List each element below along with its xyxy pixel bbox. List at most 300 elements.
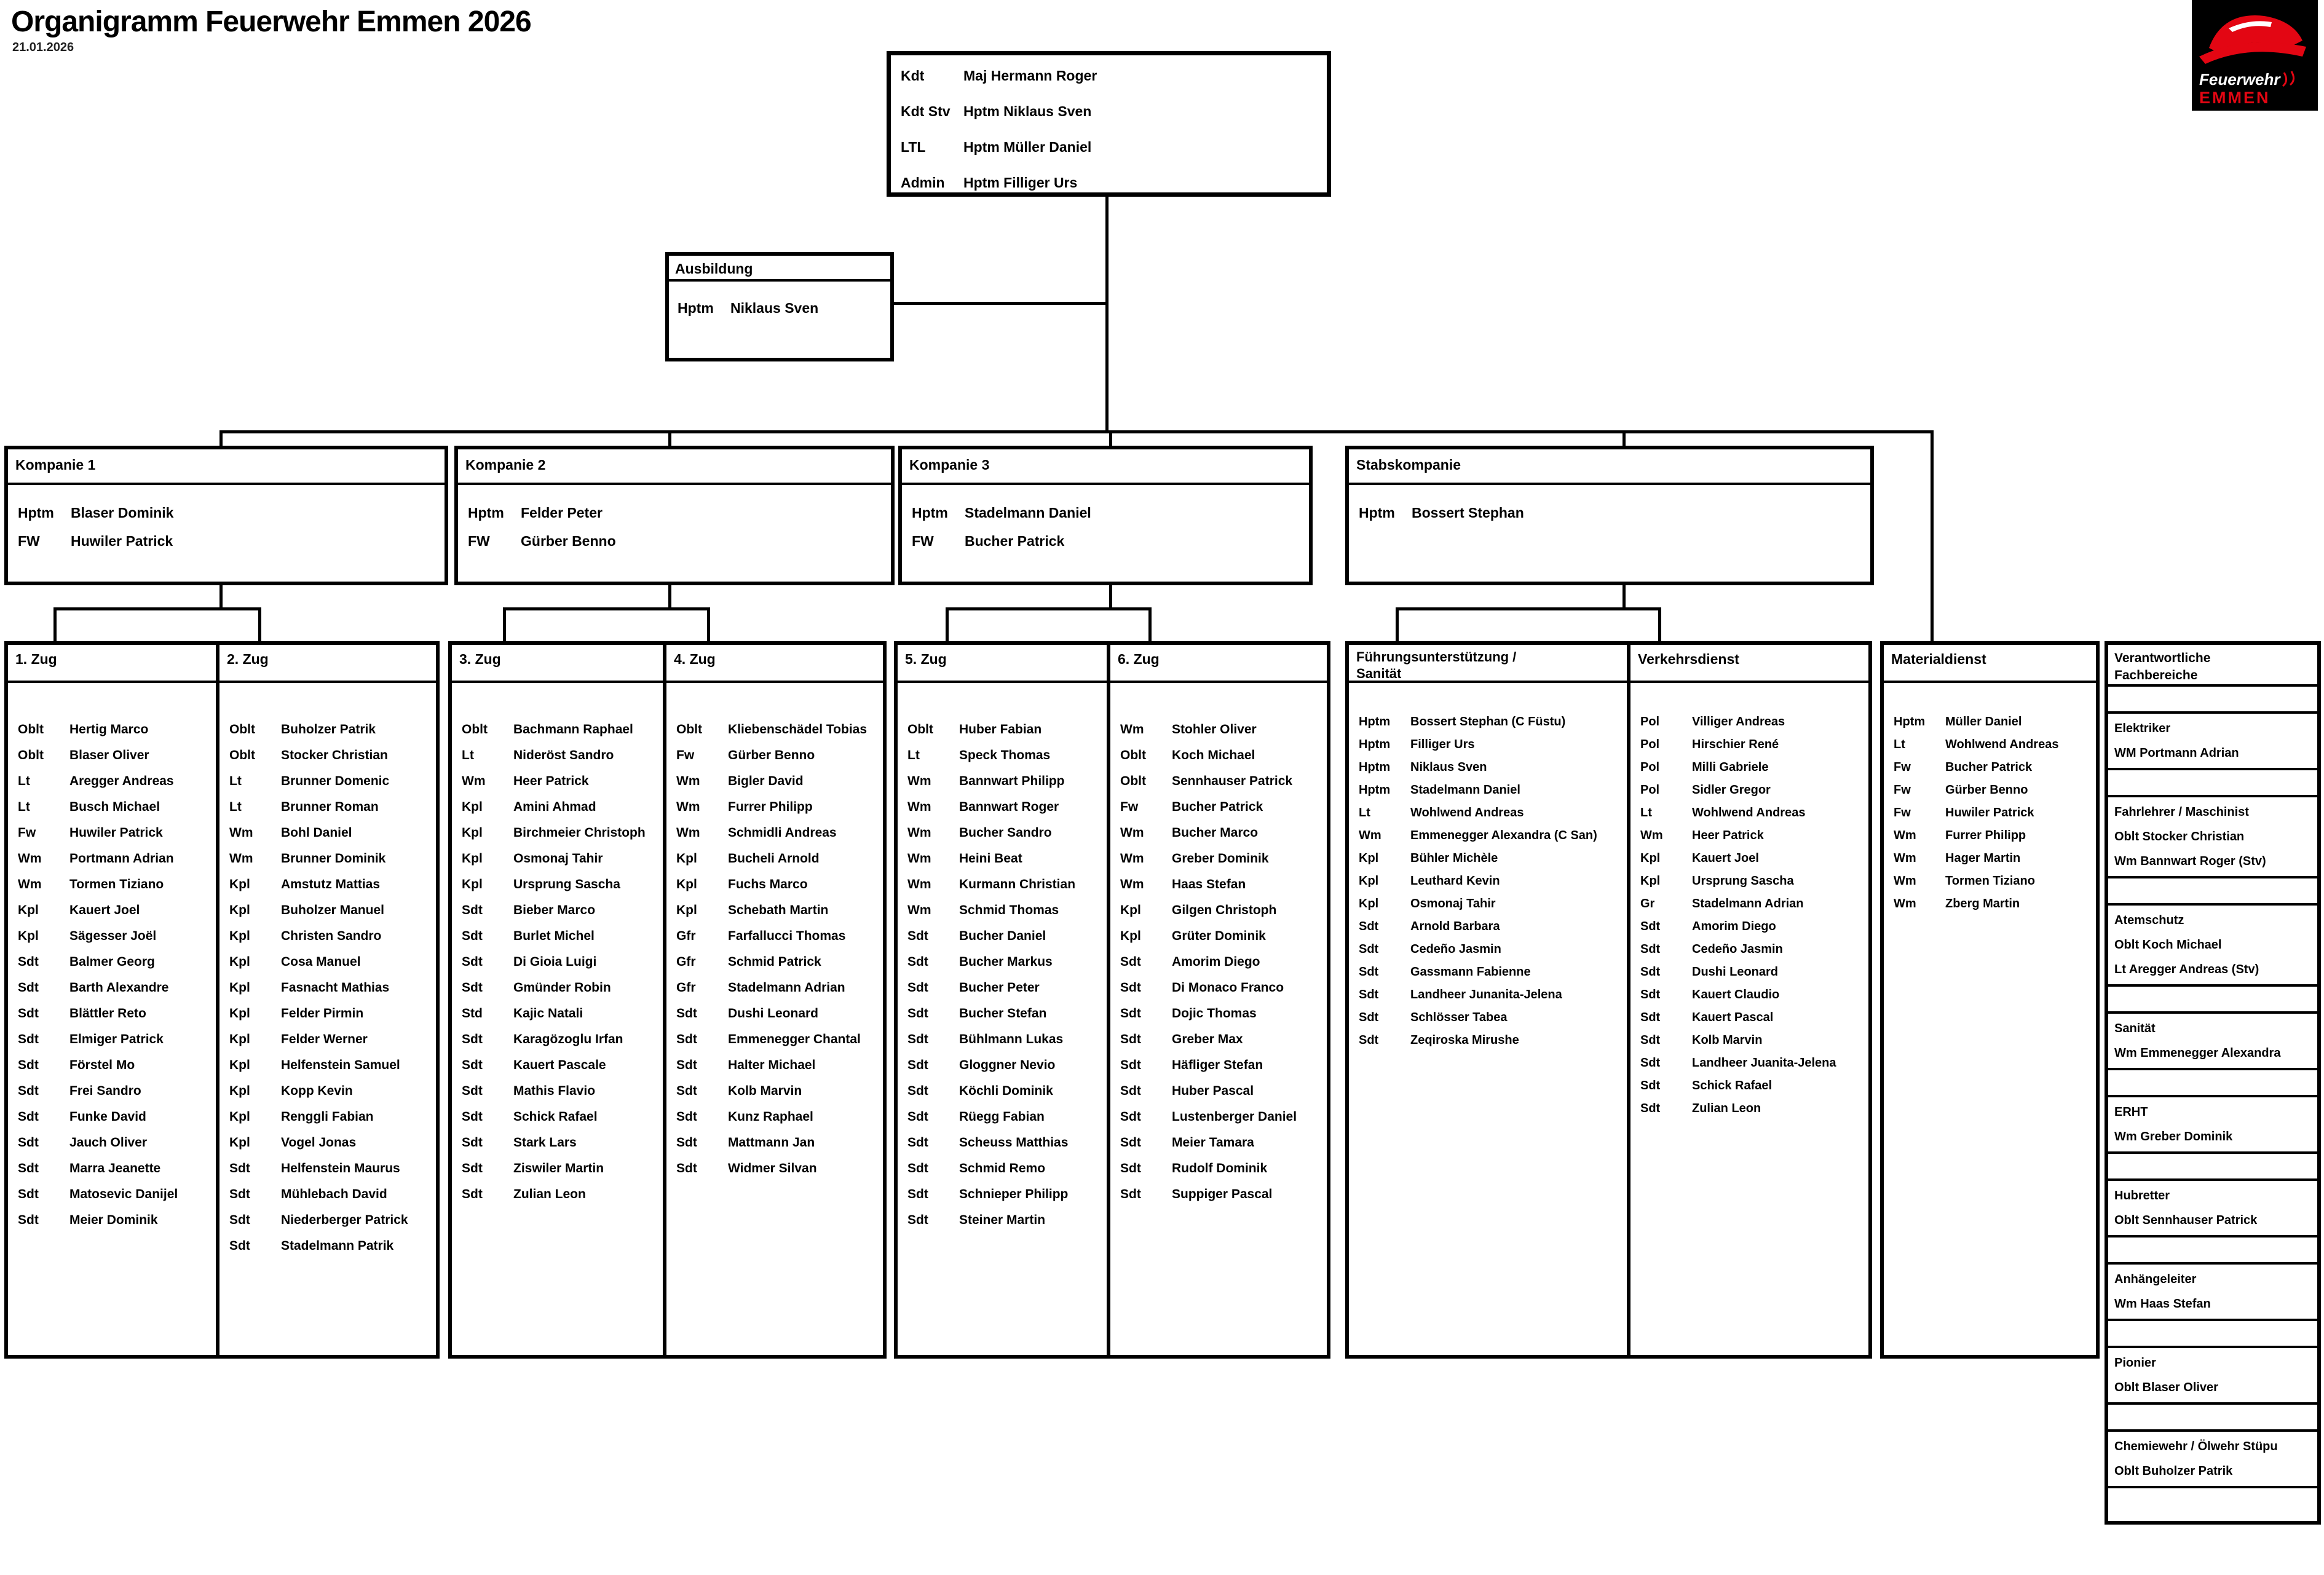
member-row xyxy=(229,1187,436,1213)
member-row xyxy=(18,800,216,826)
member-rank: Sdt xyxy=(18,1110,39,1124)
member-name: Blättler Reto xyxy=(69,1006,146,1020)
member-name: Funke David xyxy=(69,1110,146,1124)
member-row xyxy=(462,929,663,955)
member-rank: Kpl xyxy=(229,929,250,943)
member-name: Wohlwend Andreas xyxy=(1692,806,1806,819)
member-name: Suppiger Pascal xyxy=(1172,1187,1273,1201)
member-rank: Fw xyxy=(1120,800,1139,814)
member-rank: Kpl xyxy=(462,826,483,840)
member-row xyxy=(676,800,883,826)
member-row xyxy=(1359,1033,1627,1056)
member-name: Cedeño Jasmin xyxy=(1692,942,1783,956)
fachbereich-section xyxy=(2108,1181,2317,1238)
member-name: Helfenstein Samuel xyxy=(281,1058,400,1072)
fachbereich-title: Elektriker xyxy=(2114,722,2171,735)
member-name: Filliger Urs xyxy=(1410,738,1475,751)
member-rank: Kpl xyxy=(229,1058,250,1072)
member-rank: Wm xyxy=(907,774,931,788)
member-rank: Sdt xyxy=(907,1006,928,1020)
member-rank: Wm xyxy=(1894,897,1916,910)
member-row xyxy=(1894,738,2096,760)
connector-k3-drop-zug5 xyxy=(946,609,949,642)
fachbereiche-sections xyxy=(2108,687,2317,1488)
member-name: Stohler Oliver xyxy=(1172,722,1257,736)
fachbereich-members xyxy=(2114,1124,2311,1149)
member-row xyxy=(1359,829,1627,851)
member-rank: Oblt xyxy=(18,722,44,736)
member-row xyxy=(229,903,436,929)
member-rank: Kpl xyxy=(1359,897,1379,910)
connector-kdt-vertical xyxy=(1105,195,1109,432)
member-rank: Wm xyxy=(18,877,42,891)
member-rank: Sdt xyxy=(907,1135,928,1150)
member-rank: Sdt xyxy=(1640,965,1661,979)
member-rank: Sdt xyxy=(907,1110,928,1124)
member-row xyxy=(1120,774,1327,800)
member-name: Balmer Georg xyxy=(69,955,155,969)
member-name: Kliebenschädel Tobias xyxy=(728,722,868,736)
member-rank: Sdt xyxy=(18,1213,39,1227)
member-name: Villiger Andreas xyxy=(1692,715,1785,728)
stabskompanie-title: Stabskompanie xyxy=(1349,449,1870,485)
member-rank: Sdt xyxy=(462,1110,483,1124)
connector-k3-stem xyxy=(1109,584,1112,610)
member-rank: Sdt xyxy=(907,1032,928,1046)
member-row xyxy=(1640,1102,1868,1124)
member-name: Cedeño Jasmin xyxy=(1410,942,1501,956)
member-rank: Kpl xyxy=(462,800,483,814)
kompanie-rank: Hptm xyxy=(912,505,948,521)
member-row xyxy=(676,774,883,800)
member-row xyxy=(18,1058,216,1084)
member-name: Huwiler Patrick xyxy=(1945,806,2034,819)
member-name: Heer Patrick xyxy=(513,774,589,788)
member-rank: Lt xyxy=(462,748,474,762)
member-row xyxy=(1359,988,1627,1011)
member-rank: Kpl xyxy=(229,1006,250,1020)
member-name: Bohl Daniel xyxy=(281,826,352,840)
zug2-members xyxy=(219,683,436,1265)
member-row xyxy=(1359,715,1627,738)
fachbereich-member: Wm Greber Dominik xyxy=(2114,1130,2233,1143)
member-row xyxy=(18,955,216,981)
member-row xyxy=(1120,1161,1327,1187)
zug5-title: 5. Zug xyxy=(898,645,1107,683)
member-row xyxy=(907,800,1107,826)
kommando-box xyxy=(887,51,1331,197)
logo-feuerwehr-text: Feuerwehr xyxy=(2199,70,2280,89)
member-row xyxy=(229,1006,436,1032)
member-row xyxy=(18,981,216,1006)
member-name: Bucher Marco xyxy=(1172,826,1259,840)
member-name: Burlet Michel xyxy=(513,929,595,943)
fachbereich-members xyxy=(2114,1208,2311,1233)
kommando-row xyxy=(901,139,1327,175)
member-rank: Kpl xyxy=(229,903,250,917)
member-name: Amorim Diego xyxy=(1692,920,1776,933)
member-name: Kauert Joel xyxy=(1692,851,1759,865)
member-rank: Kpl xyxy=(1359,874,1379,888)
member-row xyxy=(907,1135,1107,1161)
member-rank: Kpl xyxy=(18,903,39,917)
member-row xyxy=(229,1032,436,1058)
member-row xyxy=(229,722,436,748)
member-rank: Sdt xyxy=(676,1110,697,1124)
member-row xyxy=(1120,1032,1327,1058)
member-row xyxy=(462,1084,663,1110)
member-rank: Sdt xyxy=(1120,1187,1141,1201)
kommando-role-label: Admin xyxy=(901,175,945,191)
member-name: Di Gioia Luigi xyxy=(513,955,597,969)
member-row xyxy=(18,722,216,748)
member-rank: Sdt xyxy=(907,1187,928,1201)
member-row xyxy=(229,1084,436,1110)
member-name: Ursprung Sascha xyxy=(1692,874,1794,888)
member-name: Mathis Flavio xyxy=(513,1084,596,1098)
member-row xyxy=(229,1213,436,1239)
member-row xyxy=(1120,748,1327,774)
kompanie-name: Felder Peter xyxy=(521,505,603,521)
member-name: Milli Gabriele xyxy=(1692,760,1769,774)
member-rank: Sdt xyxy=(1359,920,1379,933)
member-row xyxy=(676,955,883,981)
member-rank: Sdt xyxy=(907,1161,928,1175)
kompanie2-title: Kompanie 2 xyxy=(458,449,891,485)
kompanie-name: Blaser Dominik xyxy=(71,505,174,521)
member-rank: Sdt xyxy=(1120,1135,1141,1150)
member-name: Amini Ahmad xyxy=(513,800,596,814)
member-row xyxy=(462,748,663,774)
member-name: Brunner Roman xyxy=(281,800,379,814)
member-name: Frei Sandro xyxy=(69,1084,141,1098)
member-name: Kolb Marvin xyxy=(1692,1033,1763,1047)
member-row xyxy=(229,955,436,981)
member-name: Osmonaj Tahir xyxy=(513,851,603,866)
member-rank: Kpl xyxy=(1640,851,1661,865)
member-name: Tormen Tiziano xyxy=(1945,874,2035,888)
kommando-row xyxy=(901,103,1327,139)
kompanie-name: Bossert Stephan xyxy=(1412,505,1524,521)
member-name: Gmünder Robin xyxy=(513,981,611,995)
fachbereich-section xyxy=(2108,1348,2317,1405)
member-rank: Oblt xyxy=(676,722,702,736)
member-row xyxy=(1640,1056,1868,1079)
zug3-box xyxy=(448,641,666,1359)
zug6-members xyxy=(1110,683,1327,1213)
member-row xyxy=(1359,897,1627,920)
member-name: Bieber Marco xyxy=(513,903,596,917)
member-name: Vogel Jonas xyxy=(281,1135,357,1150)
member-row xyxy=(1120,722,1327,748)
member-rank: Oblt xyxy=(229,722,255,736)
member-name: Heini Beat xyxy=(959,851,1022,866)
member-name: Stadelmann Patrik xyxy=(281,1239,394,1253)
fachbereiche-title xyxy=(2108,645,2317,687)
member-rank: Sdt xyxy=(462,1058,483,1072)
member-rank: Sdt xyxy=(18,1161,39,1175)
member-row xyxy=(1120,877,1327,903)
member-name: Mattmann Jan xyxy=(728,1135,815,1150)
member-rank: Sdt xyxy=(676,1161,697,1175)
member-name: Greber Max xyxy=(1172,1032,1243,1046)
member-rank: Kpl xyxy=(1640,874,1661,888)
member-name: Schebath Martin xyxy=(728,903,829,917)
kompanie-rank: FW xyxy=(912,533,934,549)
member-rank: Sdt xyxy=(1120,955,1141,969)
member-row xyxy=(907,722,1107,748)
member-name: Sidler Gregor xyxy=(1692,783,1771,797)
member-name: Widmer Silvan xyxy=(728,1161,817,1175)
member-rank: Gr xyxy=(1640,897,1655,910)
fachbereich-members xyxy=(2114,933,2311,982)
kompanie-name: Gürber Benno xyxy=(521,533,616,549)
member-name: Landheer Junanita-Jelena xyxy=(1410,988,1562,1001)
kompanie-row xyxy=(1359,505,1870,533)
member-rank: Lt xyxy=(18,774,30,788)
member-rank: Sdt xyxy=(1359,965,1379,979)
fachbereich-member: Oblt Buholzer Patrik xyxy=(2114,1464,2233,1478)
connector-k2-drop-zug4 xyxy=(707,609,710,642)
member-rank: Lt xyxy=(229,800,242,814)
member-row xyxy=(462,1187,663,1213)
member-rank: Oblt xyxy=(1120,748,1146,762)
member-row xyxy=(18,1006,216,1032)
member-rank: Hptm xyxy=(1894,715,1926,728)
zug6-box xyxy=(1110,641,1330,1359)
member-rank: Kpl xyxy=(229,981,250,995)
kompanie-rank: Hptm xyxy=(468,505,504,521)
member-row xyxy=(462,774,663,800)
member-row xyxy=(1640,965,1868,988)
member-name: Fasnacht Mathias xyxy=(281,981,390,995)
member-rank: Kpl xyxy=(462,877,483,891)
member-name: Osmonaj Tahir xyxy=(1410,897,1496,910)
member-name: Kauert Pascale xyxy=(513,1058,606,1072)
member-rank: Sdt xyxy=(1359,1011,1379,1024)
fachbereich-member: Oblt Stocker Christian xyxy=(2114,830,2245,843)
member-name: Gloggner Nevio xyxy=(959,1058,1056,1072)
member-row xyxy=(18,748,216,774)
member-name: Schick Rafael xyxy=(1692,1079,1773,1092)
member-name: Gürber Benno xyxy=(1945,783,2028,797)
member-rank: Fw xyxy=(18,826,36,840)
member-name: Kunz Raphael xyxy=(728,1110,813,1124)
fachbereich-separator xyxy=(2108,770,2317,797)
member-name: Hertig Marco xyxy=(69,722,149,736)
member-row xyxy=(1120,981,1327,1006)
fachbereich-section xyxy=(2108,906,2317,987)
kommando-person-name: Hptm Müller Daniel xyxy=(963,139,1092,155)
member-row xyxy=(18,903,216,929)
kompanie-row xyxy=(18,505,445,533)
member-name: Meier Dominik xyxy=(69,1213,158,1227)
verkehrsdienst-box xyxy=(1630,641,1872,1359)
member-row xyxy=(229,877,436,903)
member-rank: Wm xyxy=(1120,826,1144,840)
kompanie2-box xyxy=(454,446,895,585)
member-name: Schnieper Philipp xyxy=(959,1187,1069,1201)
member-name: Ziswiler Martin xyxy=(513,1161,604,1175)
member-rank: Fw xyxy=(1894,806,1911,819)
member-name: Leuthard Kevin xyxy=(1410,874,1500,888)
member-name: Stadelmann Adrian xyxy=(728,981,845,995)
member-name: Christen Sandro xyxy=(281,929,382,943)
member-row xyxy=(1120,1187,1327,1213)
connector-k3-drop-zug6 xyxy=(1148,609,1152,642)
fachbereich-member: Wm Bannwart Roger (Stv) xyxy=(2114,855,2266,868)
member-rank: Sdt xyxy=(676,1032,697,1046)
member-name: Schmid Remo xyxy=(959,1161,1046,1175)
member-rank: Wm xyxy=(229,826,253,840)
zug3-members xyxy=(452,683,663,1213)
member-name: Stocker Christian xyxy=(281,748,388,762)
member-row xyxy=(1640,1033,1868,1056)
member-name: Bucher Markus xyxy=(959,955,1053,969)
member-name: Bucher Sandro xyxy=(959,826,1052,840)
member-name: Emmenegger Chantal xyxy=(728,1032,861,1046)
member-rank: Pol xyxy=(1640,738,1660,751)
member-row xyxy=(229,1135,436,1161)
fachbereich-separator xyxy=(2108,878,2317,906)
member-rank: Sdt xyxy=(229,1213,250,1227)
member-row xyxy=(1640,715,1868,738)
member-rank: Sdt xyxy=(462,929,483,943)
member-row xyxy=(907,877,1107,903)
member-row xyxy=(1894,829,2096,851)
zug2-title: 2. Zug xyxy=(219,645,436,683)
kommando-person-name: Hptm Niklaus Sven xyxy=(963,103,1092,119)
member-rank: Sdt xyxy=(462,1161,483,1175)
member-rank: Sdt xyxy=(1640,1056,1661,1070)
member-rank: Lt xyxy=(18,800,30,814)
member-rank: Kpl xyxy=(462,851,483,866)
member-row xyxy=(1359,760,1627,783)
member-name: Sägesser Joël xyxy=(69,929,157,943)
member-rank: Sdt xyxy=(1120,1058,1141,1072)
member-name: Felder Werner xyxy=(281,1032,368,1046)
member-row xyxy=(1120,955,1327,981)
member-row xyxy=(18,877,216,903)
fustu-members xyxy=(1349,683,1627,1056)
zug4-box xyxy=(666,641,887,1359)
kompanie-name: Stadelmann Daniel xyxy=(965,505,1091,521)
kompanie1-box xyxy=(4,446,448,585)
connector-k1-stem xyxy=(219,584,223,610)
ausbildung-box xyxy=(665,252,894,361)
member-name: Gassmann Fabienne xyxy=(1410,965,1531,979)
member-name: Kolb Marvin xyxy=(728,1084,802,1098)
member-name: Ursprung Sascha xyxy=(513,877,620,891)
member-name: Kauert Pascal xyxy=(1692,1011,1774,1024)
member-rank: Kpl xyxy=(676,903,697,917)
connector-k2-horizontal xyxy=(503,607,710,610)
member-name: Gilgen Christoph xyxy=(1172,903,1277,917)
member-row xyxy=(462,722,663,748)
member-name: Bühler Michèle xyxy=(1410,851,1498,865)
member-row xyxy=(1120,826,1327,851)
member-row xyxy=(18,1213,216,1239)
member-rank: Wm xyxy=(1894,829,1916,842)
member-row xyxy=(1894,806,2096,829)
kompanie-rank: Hptm xyxy=(18,505,54,521)
member-row xyxy=(907,826,1107,851)
member-row xyxy=(1120,851,1327,877)
member-name: Dushi Leonard xyxy=(1692,965,1779,979)
member-rank: Gfr xyxy=(676,929,696,943)
member-row xyxy=(462,1006,663,1032)
member-row xyxy=(1120,929,1327,955)
connector-k3-horizontal xyxy=(946,607,1152,610)
member-row xyxy=(676,1135,883,1161)
member-rank: Hptm xyxy=(1359,738,1391,751)
connector-stabs-drop-verkehr xyxy=(1658,609,1661,642)
member-row xyxy=(18,1135,216,1161)
member-rank: Fw xyxy=(676,748,695,762)
member-name: Bossert Stephan (C Füstu) xyxy=(1410,715,1566,728)
kompanie1-title: Kompanie 1 xyxy=(8,449,445,485)
fachbereich-separator xyxy=(2108,1070,2317,1097)
member-rank: Wm xyxy=(1894,874,1916,888)
member-name: Bucher Peter xyxy=(959,981,1040,995)
member-row xyxy=(1359,920,1627,942)
member-rank: Sdt xyxy=(1120,981,1141,995)
member-name: Dojic Thomas xyxy=(1172,1006,1257,1020)
member-rank: Kpl xyxy=(676,851,697,866)
member-row xyxy=(907,903,1107,929)
member-row xyxy=(1640,806,1868,829)
member-name: Portmann Adrian xyxy=(69,851,174,866)
member-name: Heer Patrick xyxy=(1692,829,1764,842)
member-row xyxy=(1640,851,1868,874)
member-rank: Sdt xyxy=(229,1161,250,1175)
member-row xyxy=(907,955,1107,981)
member-rank: Oblt xyxy=(1120,774,1146,788)
fachbereich-section xyxy=(2108,714,2317,770)
connector-stabs-stem xyxy=(1622,584,1626,610)
member-name: Nideröst Sandro xyxy=(513,748,614,762)
member-rank: Sdt xyxy=(462,1032,483,1046)
fachbereich-title: ERHT xyxy=(2114,1105,2148,1119)
member-rank: Wm xyxy=(462,774,486,788)
connector-drop-kompanie1 xyxy=(219,432,223,447)
member-name: Zulian Leon xyxy=(1692,1102,1761,1115)
member-name: Landheer Juanita-Jelena xyxy=(1692,1056,1836,1070)
member-row xyxy=(1359,942,1627,965)
member-row xyxy=(18,1110,216,1135)
member-rank: Sdt xyxy=(1120,1006,1141,1020)
zug6-title: 6. Zug xyxy=(1110,645,1327,683)
member-row xyxy=(676,722,883,748)
member-row xyxy=(462,1161,663,1187)
fachbereich-members xyxy=(2114,1041,2311,1065)
member-name: Huber Fabian xyxy=(959,722,1042,736)
member-name: Amorim Diego xyxy=(1172,955,1260,969)
member-row xyxy=(18,774,216,800)
fustu-title-line2: Sanität xyxy=(1356,666,1402,681)
member-rank: Sdt xyxy=(907,1084,928,1098)
member-name: Huber Pascal xyxy=(1172,1084,1254,1098)
member-name: Halter Michael xyxy=(728,1058,816,1072)
kommando-row xyxy=(901,68,1327,103)
member-name: Tormen Tiziano xyxy=(69,877,164,891)
member-rank: Gfr xyxy=(676,955,696,969)
member-name: Bucheli Arnold xyxy=(728,851,820,866)
member-name: Haas Stefan xyxy=(1172,877,1246,891)
member-row xyxy=(1120,903,1327,929)
member-name: Bannwart Philipp xyxy=(959,774,1065,788)
member-name: Arnold Barbara xyxy=(1410,920,1500,933)
